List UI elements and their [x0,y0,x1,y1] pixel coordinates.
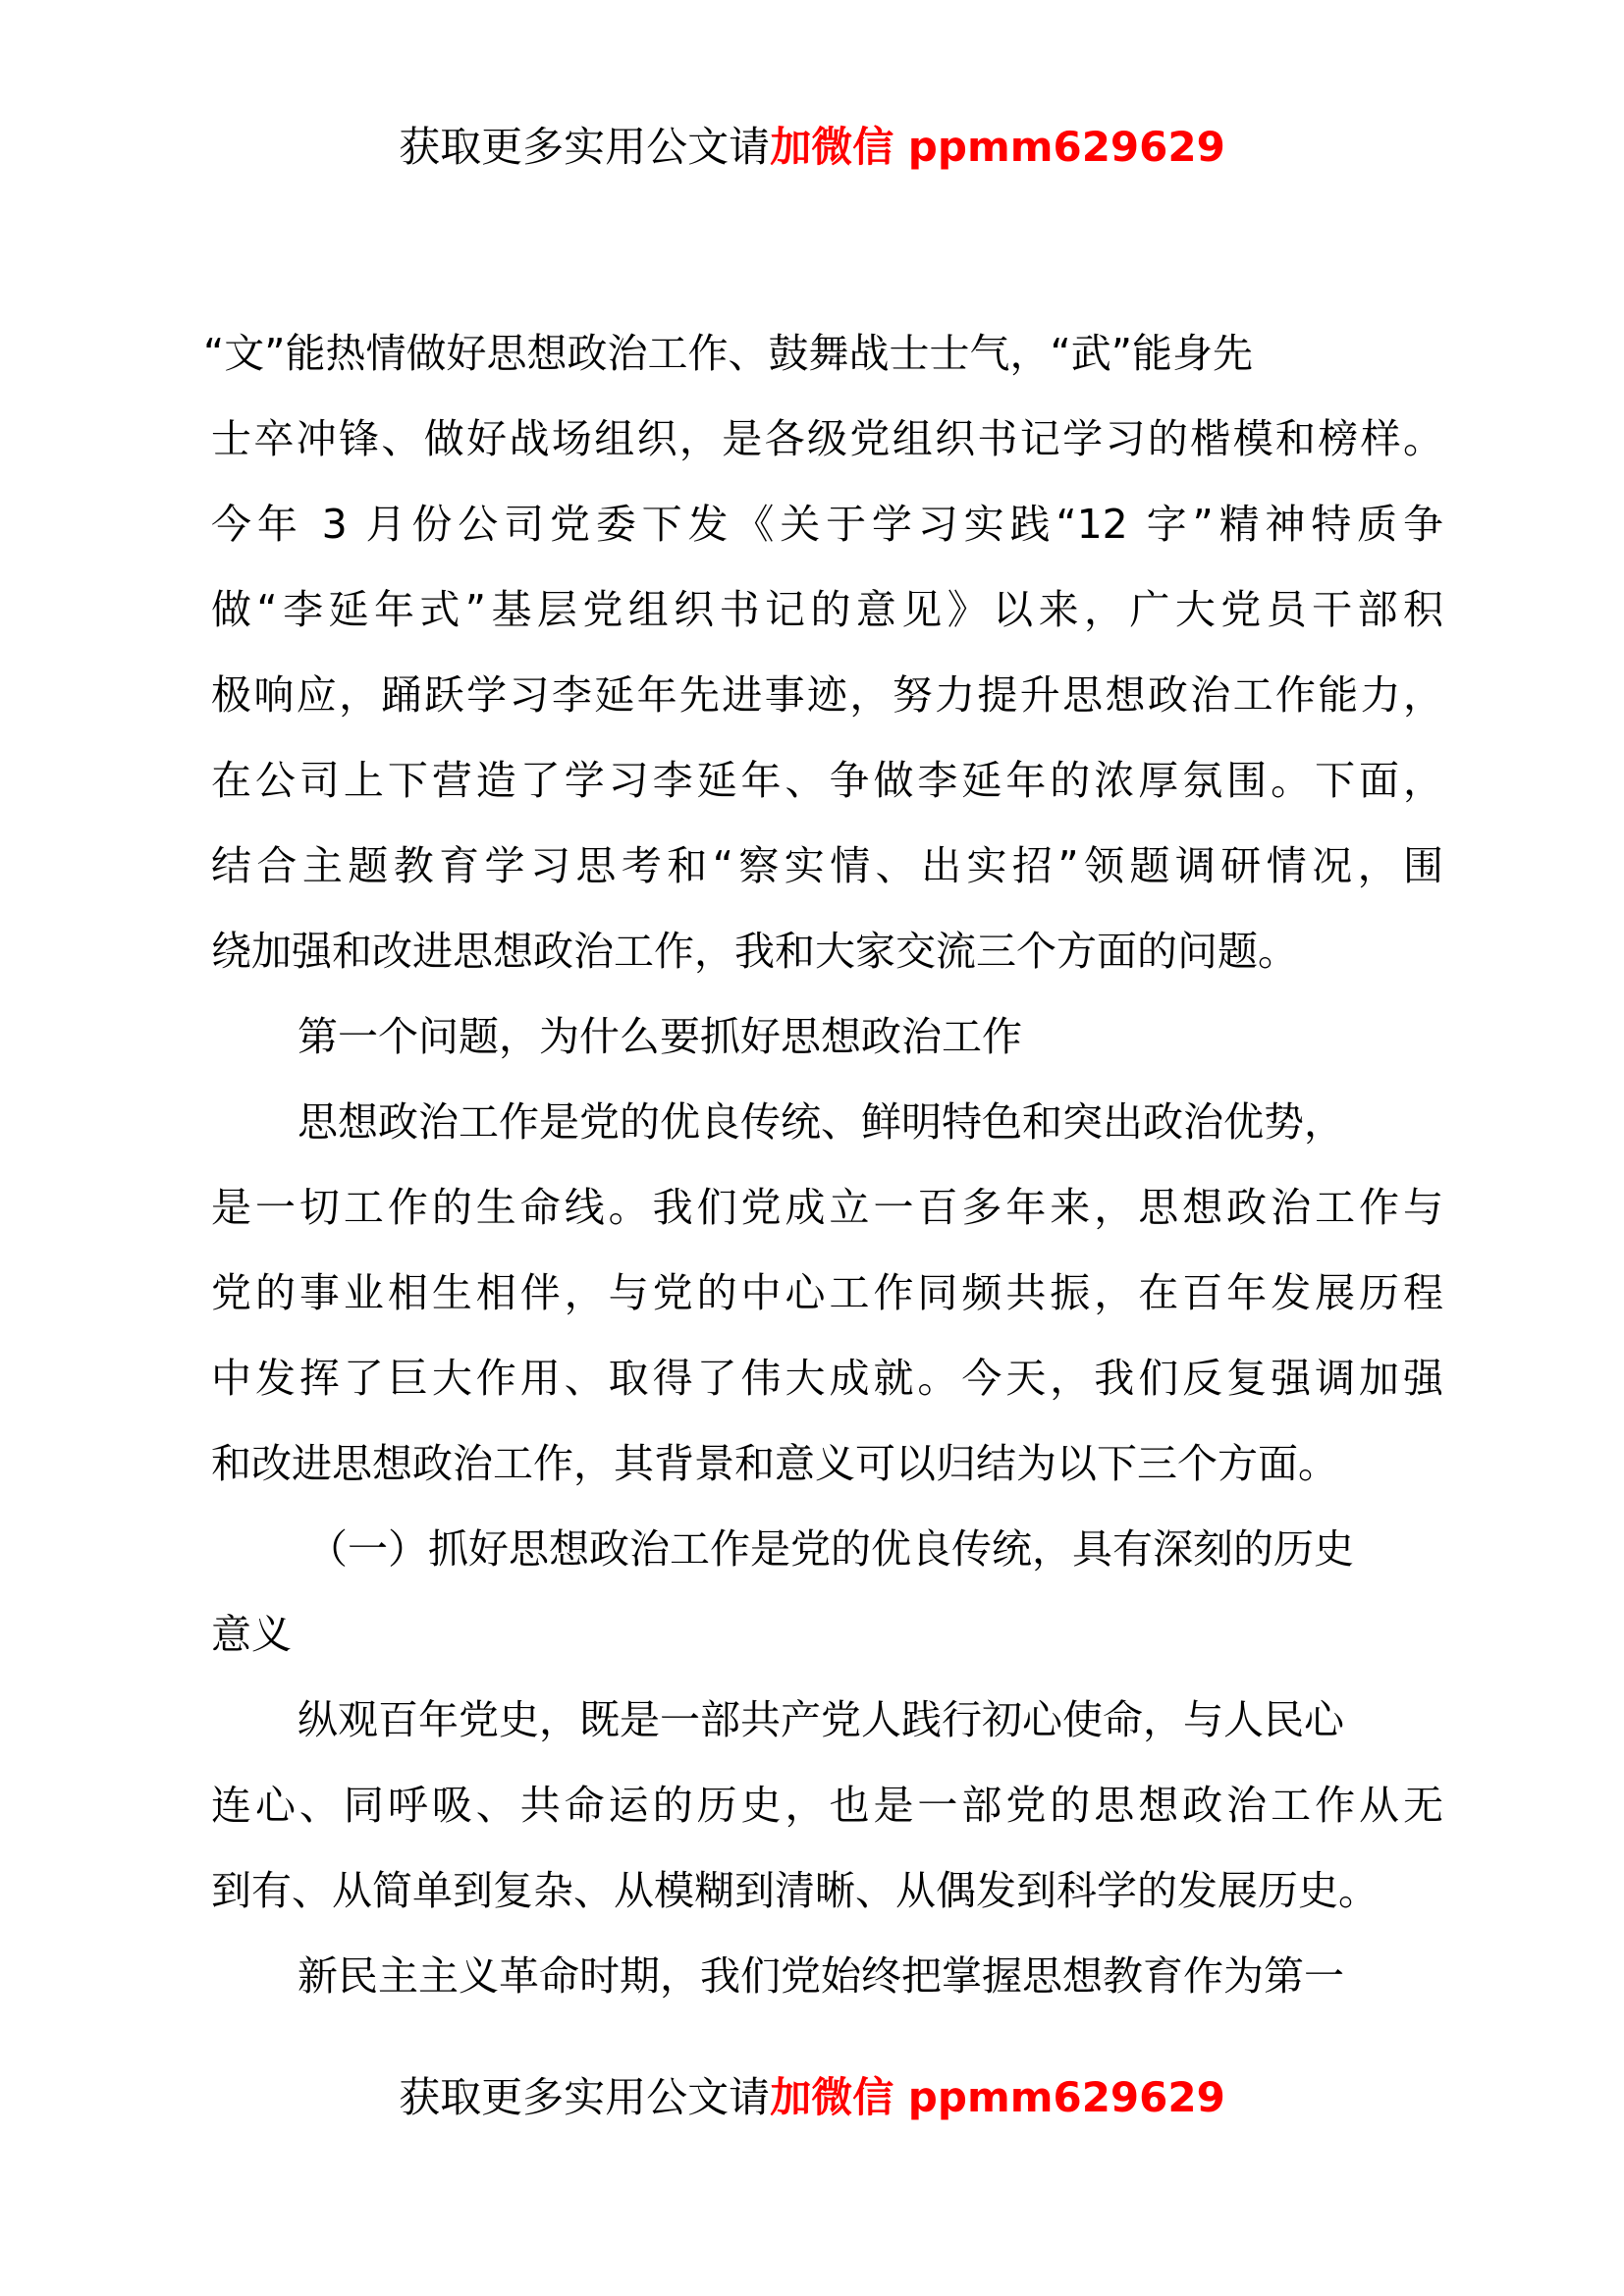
header-text: 获取更多实用公文请 [399,123,771,171]
paragraph-line: “文”能热情做好思想政治工作、鼓舞战士士气，“武”能身先 [203,330,1253,377]
footer-highlight: 加微信 ppmm629629 [770,2073,1225,2121]
paragraph-line: 纵观百年党史，既是一部共产党人践行初心使命，与人民心 [298,1696,1344,1743]
paragraph-line: 连心、同呼吸、共命运的历史，也是一部党的思想政治工作从无 [211,1782,1443,1829]
paragraph-line: 新民主主义革命时期，我们党始终把掌握思想教育作为第一 [298,1952,1344,2000]
paragraph-line: 到有、从简单到复杂、从模糊到清晰、从偶发到科学的发展历史。 [211,1867,1379,1914]
footer-banner [0,2068,1624,2127]
paragraph-line: 今年 3 月份公司党委下发《关于学习实践“12 字”精神特质争 [211,501,1443,548]
document-body [203,311,1443,2019]
paragraph-line: 是一切工作的生命线。我们党成立一百多年来，思想政治工作与 [211,1184,1443,1231]
paragraph-line: 思想政治工作是党的优良传统、鲜明特色和突出政治优势， [298,1098,1344,1146]
paragraph-line: 结合主题教育学习思考和“察实情、出实招”领题调研情况，围 [211,842,1443,889]
paragraph-line: 在公司上下营造了学习李延年、争做李延年的浓厚氛围。下面， [211,757,1443,804]
header-banner [0,118,1624,177]
paragraph-line: 绕加强和改进思想政治工作，我和大家交流三个方面的问题。 [211,928,1298,975]
header-highlight: 加微信 ppmm629629 [770,123,1225,171]
footer-text: 获取更多实用公文请 [399,2073,771,2121]
paragraph-line: 中发挥了巨大作用、取得了伟大成就。今天，我们反复强调加强 [211,1355,1443,1402]
paragraph-line: 和改进思想政治工作，其背景和意义可以归结为以下三个方面。 [211,1440,1338,1487]
paragraph-line: 极响应，踊跃学习李延年先进事迹，努力提升思想政治工作能力， [211,671,1443,719]
subsection-heading-cont: 意义 [211,1611,292,1658]
paragraph-line: 党的事业相生相伴，与党的中心工作同频共振，在百年发展历程 [211,1269,1443,1316]
subsection-heading: （一）抓好思想政治工作是党的优良传统，具有深刻的历史 [307,1525,1354,1573]
paragraph-line: 做“李延年式”基层党组织书记的意见》以来，广大党员干部积 [211,586,1443,633]
paragraph-line: 士卒冲锋、做好战场组织，是各级党组织书记学习的楷模和榜样。 [211,415,1443,462]
section-heading: 第一个问题，为什么要抓好思想政治工作 [298,1013,1022,1060]
